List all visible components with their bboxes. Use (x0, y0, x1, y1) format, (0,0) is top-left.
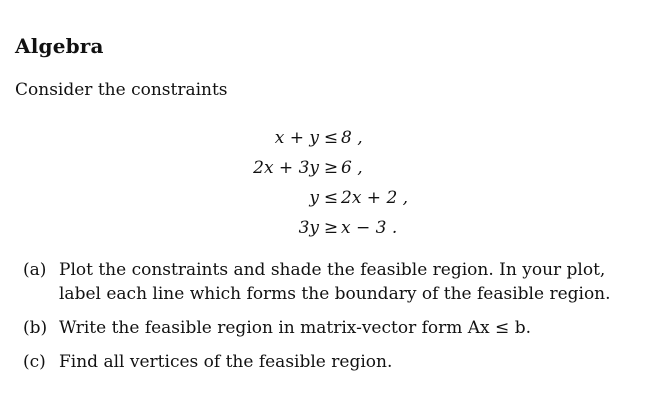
task-text: Write the feasible region in matrix-vector form Ax ≤ b. (59, 318, 531, 338)
constraint-rhs: 6 , (341, 158, 363, 178)
constraint-row (225, 183, 415, 213)
constraint-relation: ≤ (323, 128, 339, 148)
constraint-lhs: 2x + 3y (253, 158, 319, 178)
task-label: (b) (23, 318, 48, 338)
constraint-relation: ≤ (323, 188, 339, 208)
constraint-row (225, 213, 415, 243)
task-text: Find all vertices of the feasible region. (59, 352, 393, 372)
task-text: Plot the constraints and shade the feasible region. In your plot, label each line which forms the boundary of the feasible region. (59, 260, 611, 304)
task-list (23, 258, 633, 384)
constraint-rhs: 2x + 2 , (341, 188, 409, 208)
intro-text: Consider the constraints (15, 80, 228, 100)
constraint-row (225, 153, 415, 183)
task-item (23, 316, 633, 340)
constraint-relation: ≥ (323, 218, 339, 238)
constraint-row (225, 123, 415, 153)
task-label: (c) (23, 352, 46, 372)
section-title: Algebra (15, 34, 104, 58)
constraint-rhs: x − 3 . (341, 218, 398, 238)
constraint-rhs: 8 , (341, 128, 363, 148)
task-item (23, 350, 633, 374)
constraint-relation: ≥ (323, 158, 339, 178)
task-label: (a) (23, 260, 47, 280)
constraint-lhs: x + y (274, 128, 319, 148)
task-item (23, 258, 633, 306)
constraints-block (225, 123, 415, 243)
constraint-lhs: 3y (298, 218, 319, 238)
constraint-lhs: y (309, 188, 319, 208)
